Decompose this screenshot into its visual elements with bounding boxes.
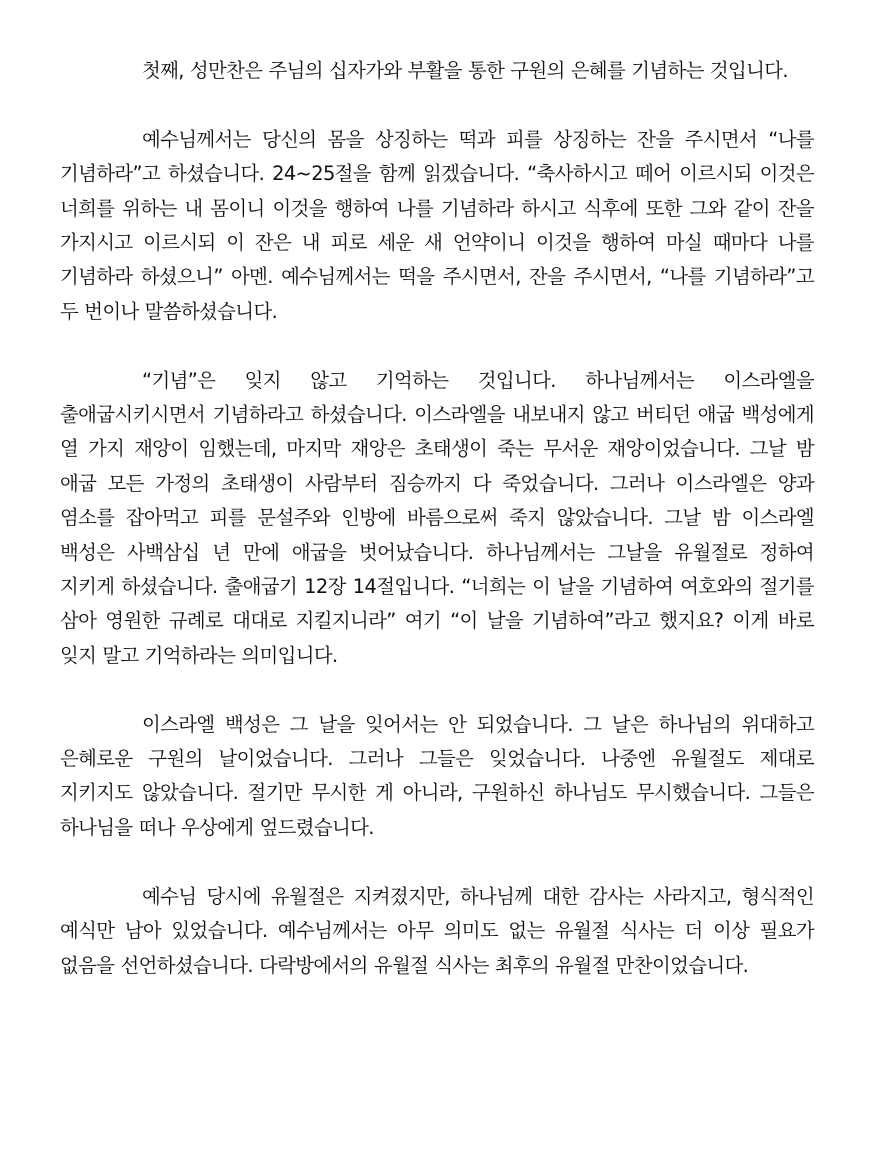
paragraph-5: 예수님 당시에 유월절은 지켜졌지만, 하나님께 대한 감사는 사라지고, 형식적인 예식만 남아 있었습니다. 예수님께서는 아무 의미도 없는 유월절 식사는 더 이상 필요가 없음을 선언하셨습니다. 다락방에서의 유월절 식사는 최후의 유월절 만찬이었습니다.: [60, 884, 814, 977]
paragraph-2: 예수님께서는 당신의 몸을 상징하는 떡과 피를 상징하는 잔을 주시면서 “나를 기념하라”고 하셨습니다. 24~25절을 함께 읽겠습니다. “축사하시고 떼어 이르시되 이것은 너희를 위하는 내 몸이니 이것을 행하여 나를 기념하라 하시고 식후에 또한 그와 같이 잔을 가지시고 이르시되 이 잔은 내 피로 세운 새 언약이니 이것을 행하여 마실 때마다 나를 기념하라 하셨으니” 아멘. 예수님께서는 떡을 주시면서, 잔을 주시면서, “나를 기념하라”고 두 번이나 말씀하셨습니다.: [60, 127, 814, 323]
paragraph-4: 이스라엘 백성은 그 날을 잊어서는 안 되었습니다. 그 날은 하나님의 위대하고 은혜로운 구원의 날이었습니다. 그러나 그들은 잊었습니다. 나중엔 유월절도 제대로 지키지도 않았습니다. 절기만 무시한 게 아니라, 구원하신 하나님도 무시했습니다. 그들은 하나님을 떠나 우상에게 엎드렸습니다.: [60, 712, 814, 839]
paragraph-1: 첫째, 성만찬은 주님의 십자가와 부활을 통한 구원의 은혜를 기념하는 것입니다.: [142, 59, 788, 82]
paragraph-3: “기념”은 잊지 않고 기억하는 것입니다. 하나님께서는 이스라엘을 출애굽시키시면서 기념하라고 하셨습니다. 이스라엘을 내보내지 않고 버티던 애굽 백성에게 열 가지 재앙이 임했는데, 마지막 재앙은 초태생이 죽는 무서운 재앙이었습니다. 그날 밤 애굽 모든 가정의 초태생이 사람부터 짐승까지 다 죽었습니다. 그러나 이스라엘은 양과 염소를 잡아먹고 피를 문설주와 인방에 바름으로써 죽지 않았습니다. 그날 밤 이스라엘 백성은 사백삼십 년 만에 애굽을 벗어났습니다. 하나님께서는 그날을 유월절로 정하여 지키게 하셨습니다. 출애굽기 12장 14절입니다. “너희는 이 날을 기념하여 여호와의 절기를 삼아 영원한 규례로 대대로 지킬지니라” 여기 “이 날을 기념하여”라고 했지요? 이게 바로 잊지 말고 기억하라는 의미입니다.: [60, 368, 814, 667]
document-page: [60, 54, 814, 983]
